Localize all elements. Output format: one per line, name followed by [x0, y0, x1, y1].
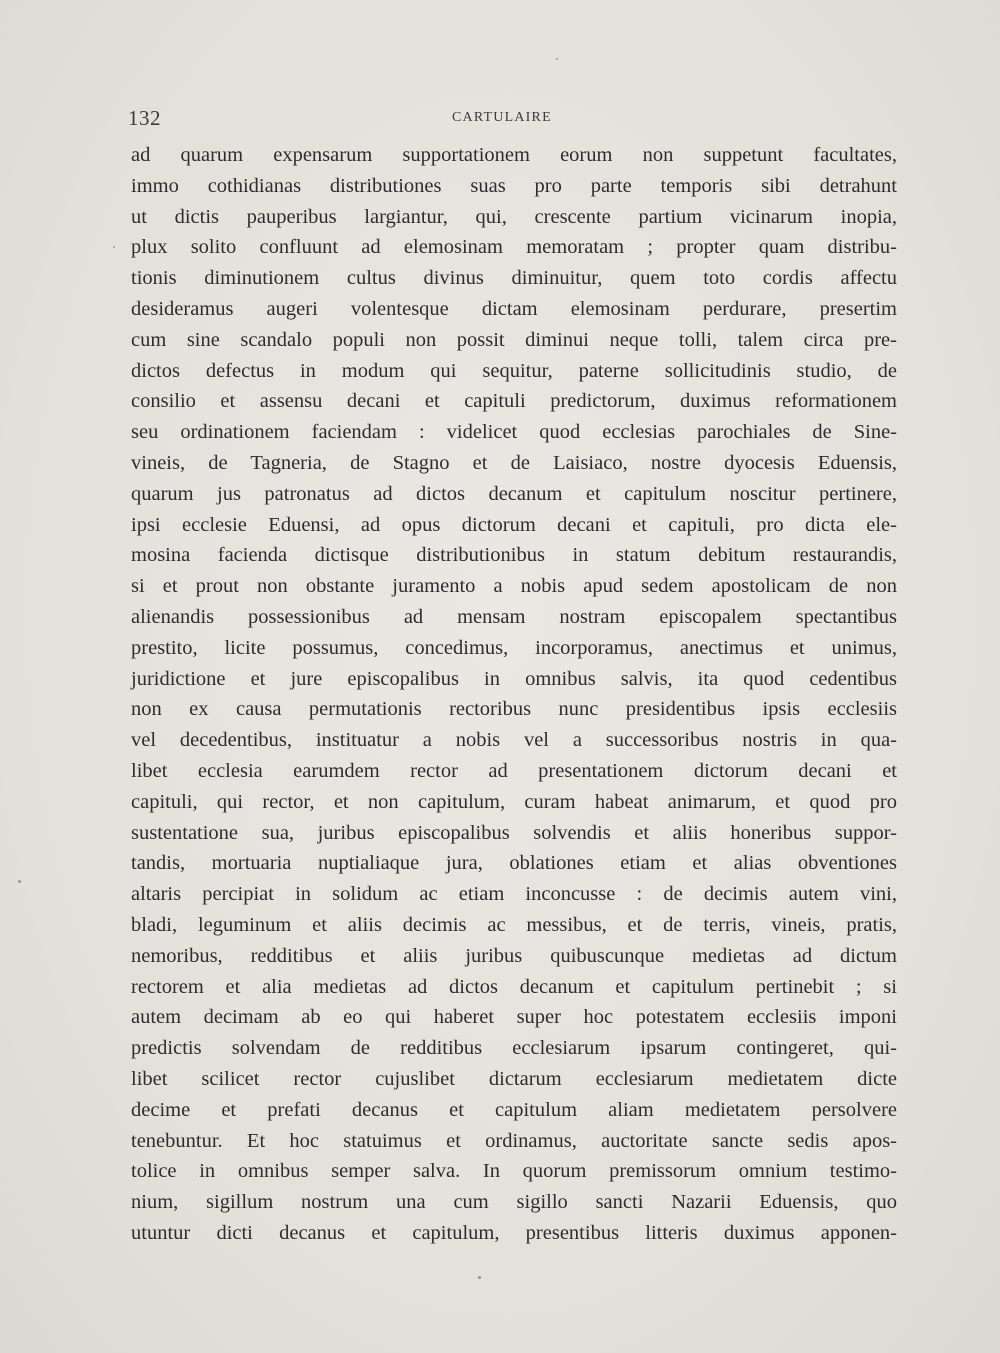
body-text	[131, 140, 897, 1249]
paper-speck	[18, 880, 21, 883]
text-line: capituli, qui rector, et non capitulum, curam habeat animarum, et quod pro	[131, 790, 897, 813]
text-line: libet ecclesia earumdem rector ad presentationem dictorum decani et	[131, 759, 897, 782]
text-line: tionis diminutionem cultus divinus diminuitur, quem toto cordis affectu	[131, 267, 897, 290]
text-line: plux solito confluunt ad elemosinam memoratam ; propter quam distribu-	[131, 236, 897, 259]
text-line: juridictione et jure episcopalibus in omnibus salvis, ita quod cedentibus	[131, 667, 897, 690]
text-line: prestito, licite possumus, concedimus, incorporamus, anectimus et unimus,	[131, 636, 897, 659]
text-line: rectorem et alia medietas ad dictos decanum et capitulum pertinebit ; si	[131, 975, 897, 998]
text-line: dictos defectus in modum qui sequitur, paterne sollicitudinis studio, de	[131, 359, 897, 382]
text-line: bladi, leguminum et aliis decimis ac messibus, et de terris, vineis, pratis,	[131, 913, 897, 936]
text-line: autem decimam ab eo qui haberet super hoc potestatem ecclesiis imponi	[131, 1006, 897, 1029]
text-line: nemoribus, redditibus et aliis juribus quibuscunque medietas ad dictum	[131, 944, 897, 967]
text-line: consilio et assensu decani et capituli predictorum, duximus reformationem	[131, 390, 897, 413]
text-line: utuntur dicti decanus et capitulum, presentibus litteris duximus apponen-	[131, 1221, 897, 1244]
text-line: altaris percipiat in solidum ac etiam inconcusse : de decimis autem vini,	[131, 883, 897, 906]
paper-speck	[478, 1276, 481, 1279]
text-line: decime et prefati decanus et capitulum aliam medietatem persolvere	[131, 1098, 897, 1121]
text-line: vel decedentibus, instituatur a nobis vel a successoribus nostris in qua-	[131, 729, 897, 752]
text-line: ad quarum expensarum supportationem eorum non suppetunt facultates,	[131, 144, 897, 166]
text-line: libet scilicet rector cujuslibet dictarum ecclesiarum medietatem dicte	[131, 1067, 897, 1090]
text-line: si et prout non obstante juramento a nobis apud sedem apostolicam de non	[131, 575, 897, 598]
running-header	[128, 106, 896, 130]
paper-speck	[556, 58, 558, 60]
text-line: alienandis possessionibus ad mensam nostram episcopalem spectantibus	[131, 605, 897, 628]
text-line: tenebuntur. Et hoc statuimus et ordinamus, auctoritate sancte sedis apos-	[131, 1129, 897, 1152]
text-line: predictis solvendam de redditibus ecclesiarum ipsarum contingeret, qui-	[131, 1037, 897, 1060]
text-line: tolice in omnibus semper salva. In quorum premissorum omnium testimo-	[131, 1160, 897, 1183]
text-line: nium, sigillum nostrum una cum sigillo sancti Nazarii Eduensis, quo	[131, 1191, 897, 1214]
text-line: ut dictis pauperibus largiantur, qui, crescente partium vicinarum inopia,	[131, 205, 897, 228]
text-line: mosina facienda dictisque distributionibus in statum debitum restaurandis,	[131, 544, 897, 567]
text-line: non ex causa permutationis rectoribus nunc presidentibus ipsis ecclesiis	[131, 698, 897, 721]
paper-speck	[113, 246, 115, 248]
text-line: seu ordinationem faciendam : videlicet quod ecclesias parochiales de Sine-	[131, 421, 897, 444]
text-line: immo cothidianas distributiones suas pro parte temporis sibi detrahunt	[131, 174, 897, 197]
text-line: vineis, de Tagneria, de Stagno et de Laisiaco, nostre dyocesis Eduensis,	[131, 451, 897, 474]
text-line: sustentatione sua, juribus episcopalibus solvendis et aliis honeribus suppor-	[131, 821, 897, 844]
page-number: 132	[128, 106, 161, 130]
text-line: tandis, mortuaria nuptialiaque jura, oblationes etiam et alias obventiones	[131, 852, 897, 875]
running-title: CARTULAIRE	[452, 110, 552, 125]
text-line: ipsi ecclesie Eduensi, ad opus dictorum decani et capituli, pro dicta ele-	[131, 513, 897, 536]
text-line: quarum jus patronatus ad dictos decanum et capitulum noscitur pertinere,	[131, 482, 897, 505]
text-line: cum sine scandalo populi non possit diminui neque tolli, talem circa pre-	[131, 328, 897, 351]
text-line: desideramus augeri volentesque dictam elemosinam perdurare, presertim	[131, 297, 897, 320]
